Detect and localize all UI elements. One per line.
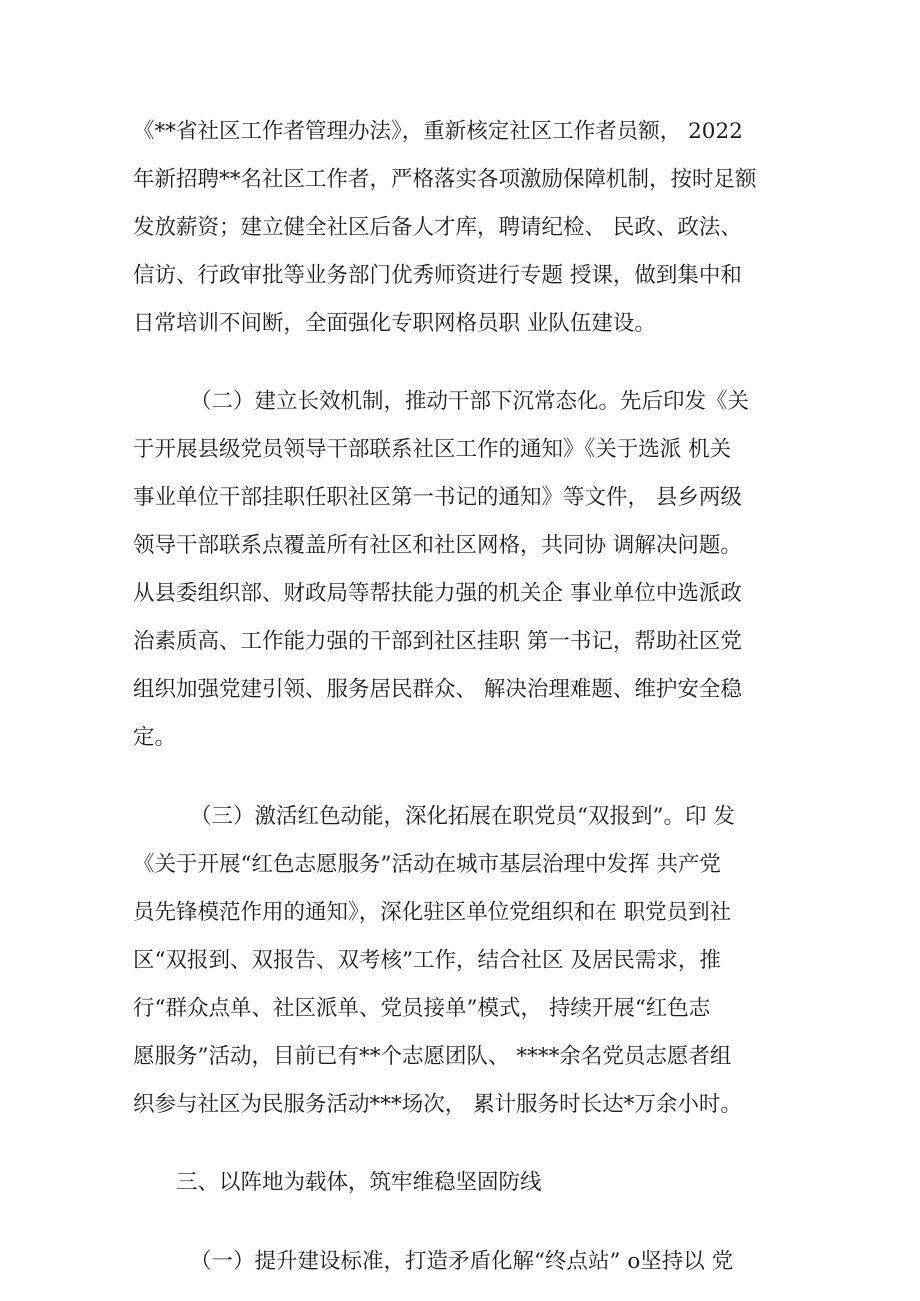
text-line: 年新招聘**名社区工作者，严格落实各项激励保障机制，按时足额 bbox=[133, 167, 757, 192]
text-line: 区“双报到、双报告、双考核”工作，结合社区 及居民需求，推 bbox=[133, 948, 721, 973]
section-heading-3: （三）激活红色动能，深化拓展在职党员“双报到”。印 发 bbox=[190, 804, 735, 829]
section-heading-1: （一）提升建设标准，打造矛盾化解“终点站” o坚持以 党 bbox=[190, 1249, 734, 1274]
chapter-heading: 三、以阵地为载体，筑牢维稳坚固防线 bbox=[176, 1170, 542, 1195]
text-line: 日常培训不间断，全面强化专职网格员职 业队伍建设。 bbox=[133, 311, 656, 336]
text-line: 织参与社区为民服务活动***场次， 累计服务时长达*万余小时。 bbox=[133, 1092, 742, 1117]
text-line: 领导干部联系点覆盖所有社区和社区网格，共同协 调解决问题。 bbox=[133, 533, 742, 558]
text-line: 治素质高、工作能力强的干部到社区挂职 第一书记，帮助社区党 bbox=[133, 629, 742, 654]
text-line: 行“群众点单、社区派单、党员接单”模式， 持续开展“红色志 bbox=[133, 996, 711, 1021]
text-line: 员先锋模范作用的通知》，深化驻区单位党组织和在 职党员到社 bbox=[133, 900, 732, 925]
text-line: 《关于开展“红色志愿服务”活动在城市基层治理中发挥 共产党 bbox=[133, 852, 721, 877]
text-line: 发放薪资；建立健全社区后备人才库，聘请纪检、 民政、政法、 bbox=[133, 215, 742, 240]
text-line: 从县委组织部、财政局等帮扶能力强的机关企 事业单位中选派政 bbox=[133, 581, 742, 606]
text-line: 事业单位干部挂职任职社区第一书记的通知》等文件， 县乡两级 bbox=[133, 485, 742, 510]
text-line: 组织加强党建引领、服务居民群众、 解决治理难题、维护安全稳 bbox=[133, 677, 742, 702]
section-heading-2: （二）建立长效机制，推动干部下沉常态化。先后印发《关 bbox=[190, 389, 750, 414]
text-line: 《**省社区工作者管理办法》，重新核定社区工作者员额， 2022 bbox=[133, 119, 743, 144]
text-line: 信访、行政审批等业务部门优秀师资进行专题 授课，做到集中和 bbox=[133, 263, 742, 288]
text-line: 定。 bbox=[133, 725, 177, 750]
text-line: 愿服务”活动，目前已有**个志愿团队、 ****余名党员志愿者组 bbox=[133, 1044, 732, 1069]
text-line: 于开展县级党员领导干部联系社区工作的通知》《关于选派 机关 bbox=[133, 437, 732, 462]
